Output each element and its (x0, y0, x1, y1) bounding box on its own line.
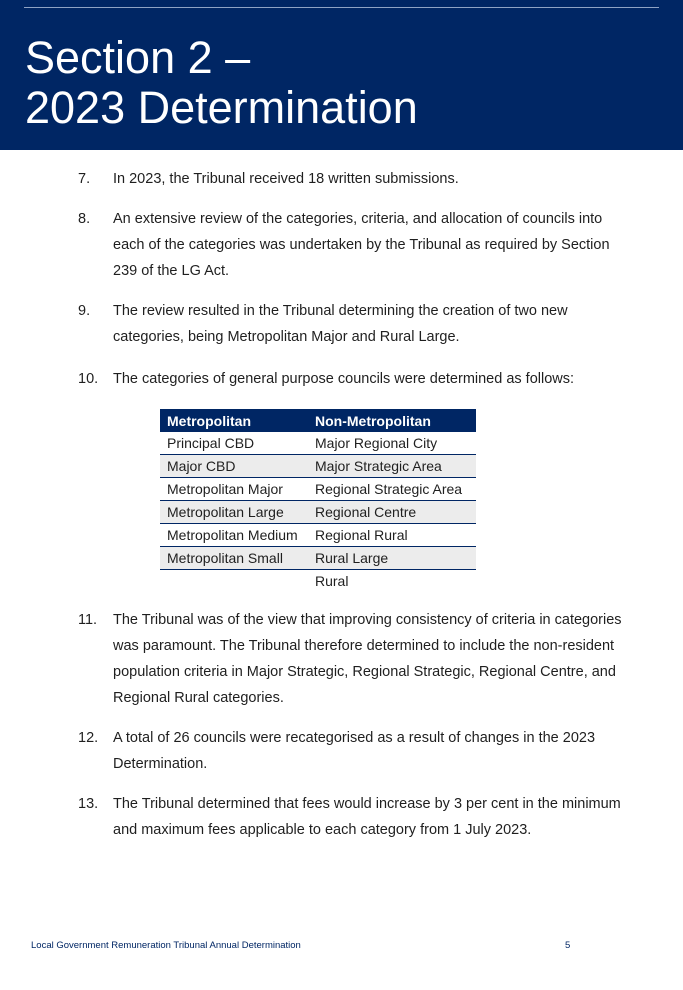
table-cell: Regional Centre (308, 501, 476, 524)
table-row (160, 524, 476, 547)
section-header-band (0, 0, 683, 150)
table-cell: Rural (315, 573, 349, 589)
paragraph-number: 9. (78, 303, 91, 319)
table-header-row (160, 409, 476, 432)
paragraph-number: 13. (78, 796, 99, 812)
page-number: 5 (565, 940, 571, 951)
paragraph-number: 12. (78, 730, 99, 746)
header-divider (24, 7, 659, 8)
table-cell: Rural Large (308, 547, 476, 570)
table-row (160, 478, 476, 501)
paragraph-text: The Tribunal determined that fees would increase by 3 per cent in the minimum and maximum fees applicable to each category from 1 July 2023. (113, 796, 621, 838)
paragraph-text: In 2023, the Tribunal received 18 written submissions. (113, 171, 459, 187)
table-cell: Metropolitan Large (160, 501, 308, 524)
table-cell: Metropolitan Medium (160, 524, 308, 547)
paragraph-number: 8. (78, 211, 91, 227)
table-cell: Major Strategic Area (308, 455, 476, 478)
table-cell: Major Regional City (308, 432, 476, 455)
paragraph-number: 11. (78, 612, 98, 628)
paragraph-number: 10. (78, 371, 99, 387)
section-title-line-2: 2023 Determination (25, 82, 418, 133)
table-cell-empty (160, 570, 308, 593)
paragraph-text: The review resulted in the Tribunal determining the creation of two new categories, being Metropolitan Major and Rural Large. (113, 303, 568, 345)
table-row (160, 432, 476, 455)
footer-document-title: Local Government Remuneration Tribunal Annual Determination (31, 940, 301, 951)
table-cell: Regional Rural (308, 524, 476, 547)
paragraph-text: The categories of general purpose councils were determined as follows: (113, 371, 575, 387)
section-title (25, 33, 418, 133)
table-cell: Metropolitan Small (160, 547, 308, 570)
table-cell: Metropolitan Major (160, 478, 308, 501)
table-row (160, 570, 476, 593)
table-row (160, 455, 476, 478)
paragraph-number: 7. (78, 171, 91, 187)
paragraph-text: A total of 26 councils were recategorised as a result of changes in the 2023 Determination. (113, 730, 596, 772)
column-header-non-metropolitan: Non-Metropolitan (308, 409, 476, 432)
table-cell: Regional Strategic Area (308, 478, 476, 501)
table-cell: Major CBD (160, 455, 308, 478)
table-row (160, 547, 476, 570)
council-categories-table (160, 409, 476, 592)
table-row (160, 501, 476, 524)
section-title-line-1: Section 2 – (25, 32, 251, 83)
paragraph-text: The Tribunal was of the view that improving consistency of criteria in categories was paramount. The Tribunal therefore determined to include the non-resident population criteria in Major Strategic, Regional Strategic, Regional Centre, and Regional Rural categories. (113, 612, 622, 706)
paragraph-text: An extensive review of the categories, criteria, and allocation of councils into each of the categories was undertaken by the Tribunal as required by Section 239 of the LG Act. (113, 211, 610, 279)
column-header-metropolitan: Metropolitan (160, 409, 308, 432)
table-cell: Principal CBD (160, 432, 308, 455)
